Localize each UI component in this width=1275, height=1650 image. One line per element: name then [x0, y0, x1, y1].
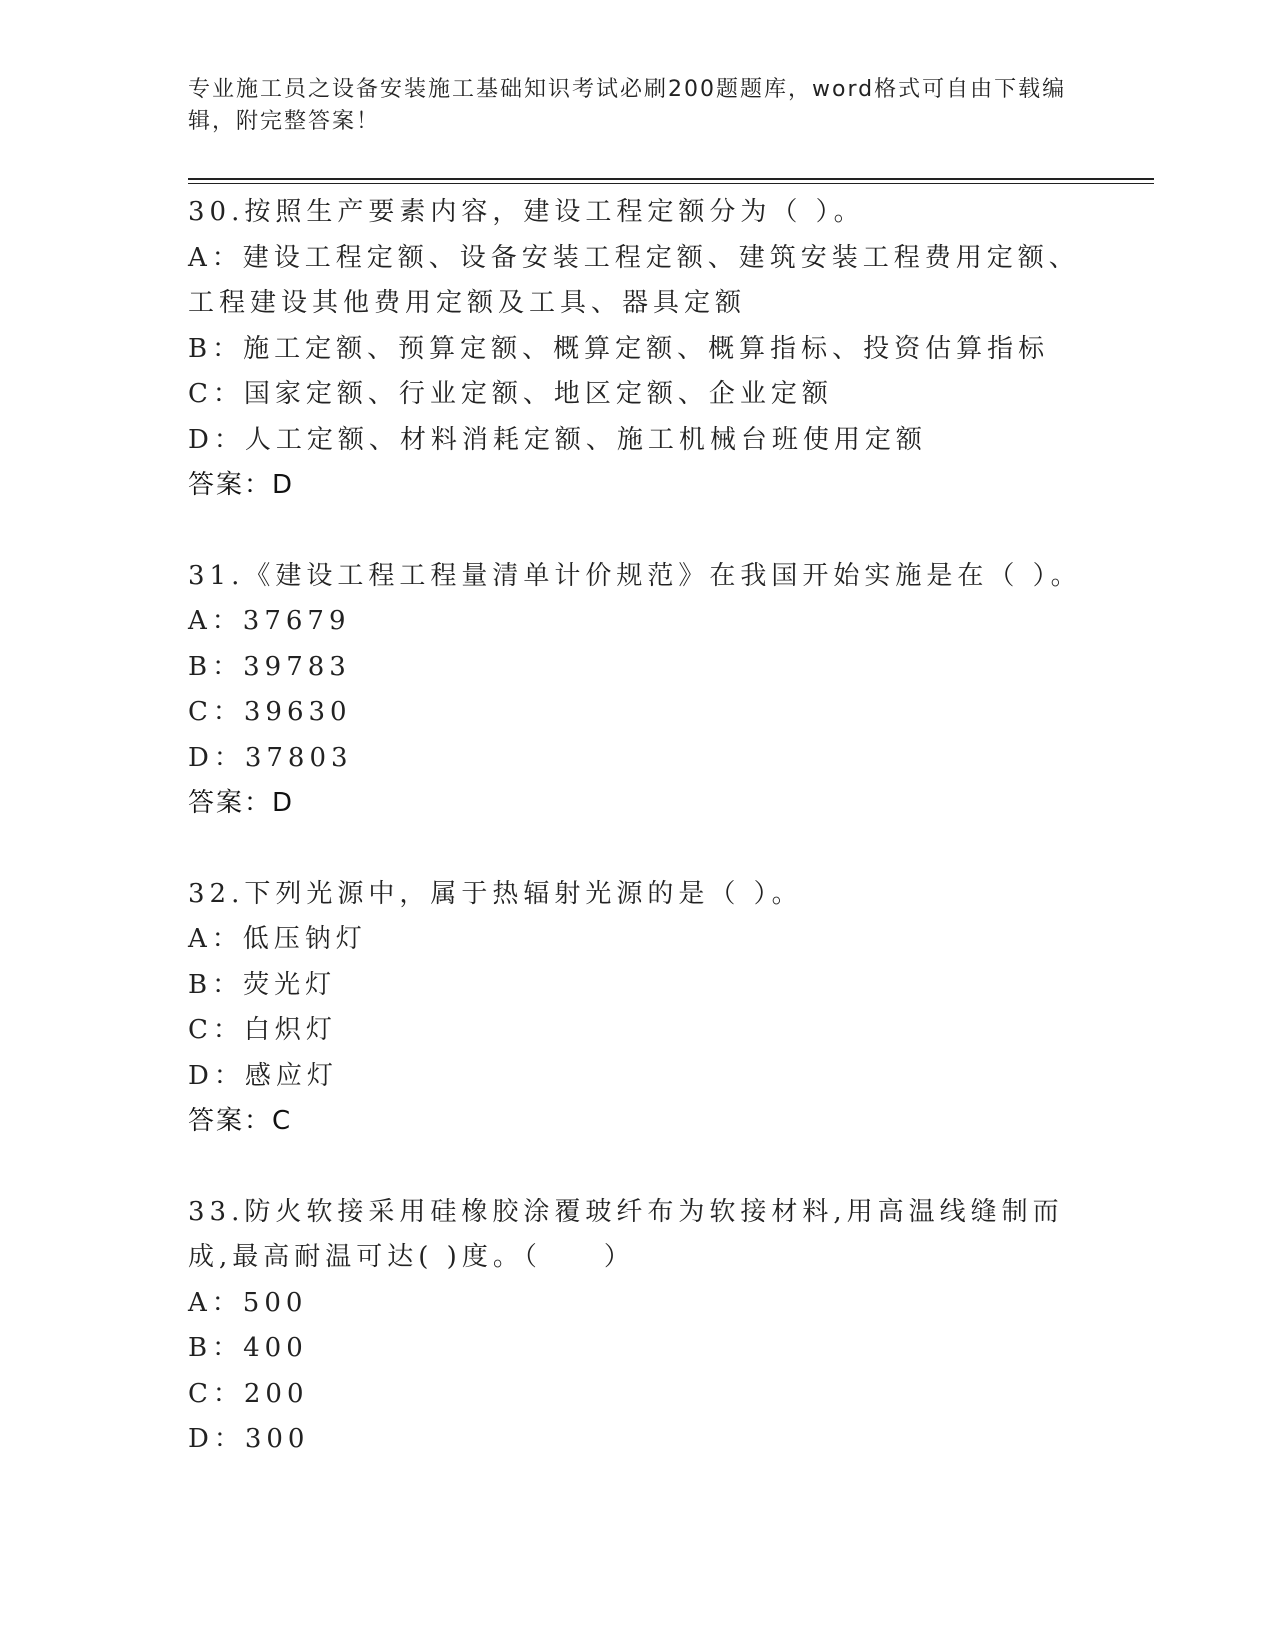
question-text: 30.按照生产要素内容，建设工程定额分为（ ）。: [188, 197, 865, 227]
option-b: B：荧光灯: [188, 969, 337, 1000]
option-c: C：39630: [188, 697, 352, 727]
option-c: C：白炽灯: [188, 1015, 337, 1045]
option-d: D：300: [188, 1424, 310, 1454]
answer-text: 答案：D: [188, 788, 295, 818]
header-divider-thick: [188, 178, 1154, 180]
option-b: B：施工定额、预算定额、概算定额、概算指标、投资估算指标: [188, 333, 1050, 364]
option-a: A：低压钠灯: [188, 924, 367, 954]
option-b: B：400: [188, 1333, 308, 1363]
option-a: A：500: [188, 1287, 308, 1318]
header-divider-thin: [188, 183, 1154, 184]
question-33: [188, 1190, 1088, 1463]
option-d: D：人工定额、材料消耗定额、施工机械台班使用定额: [188, 424, 927, 455]
question-30: [188, 190, 1088, 509]
option-d: D：37803: [188, 742, 353, 773]
question-32: [188, 872, 1088, 1145]
option-c: C：200: [188, 1378, 309, 1409]
question-text: 31.《建设工程工程量清单计价规范》在我国开始实施是在（ ）。: [188, 560, 1082, 591]
option-a: A：37679: [188, 606, 351, 636]
option-b: B：39783: [188, 651, 351, 682]
option-d: D：感应灯: [188, 1060, 338, 1091]
question-31: [188, 554, 1088, 827]
question-list: [188, 190, 1088, 1508]
question-text: 33.防火软接采用硅橡胶涂覆玻纤布为软接材料,用高温线缝制而成,最高耐温可达( )度。（ ）: [188, 1196, 1064, 1272]
option-c: C：国家定额、行业定额、地区定额、企业定额: [188, 379, 833, 409]
answer-text: 答案：C: [188, 1106, 293, 1136]
option-a: A：建设工程定额、设备安装工程定额、建筑安装工程费用定额、工程建设其他费用定额及工具、器具定额: [188, 242, 1080, 318]
question-text: 32.下列光源中，属于热辐射光源的是（ ）。: [188, 878, 803, 909]
document-header: 专业施工员之设备安装施工基础知识考试必刷200题题库，word格式可自由下载编辑，附完整答案！: [188, 77, 1067, 134]
answer-text: 答案：D: [188, 470, 295, 500]
